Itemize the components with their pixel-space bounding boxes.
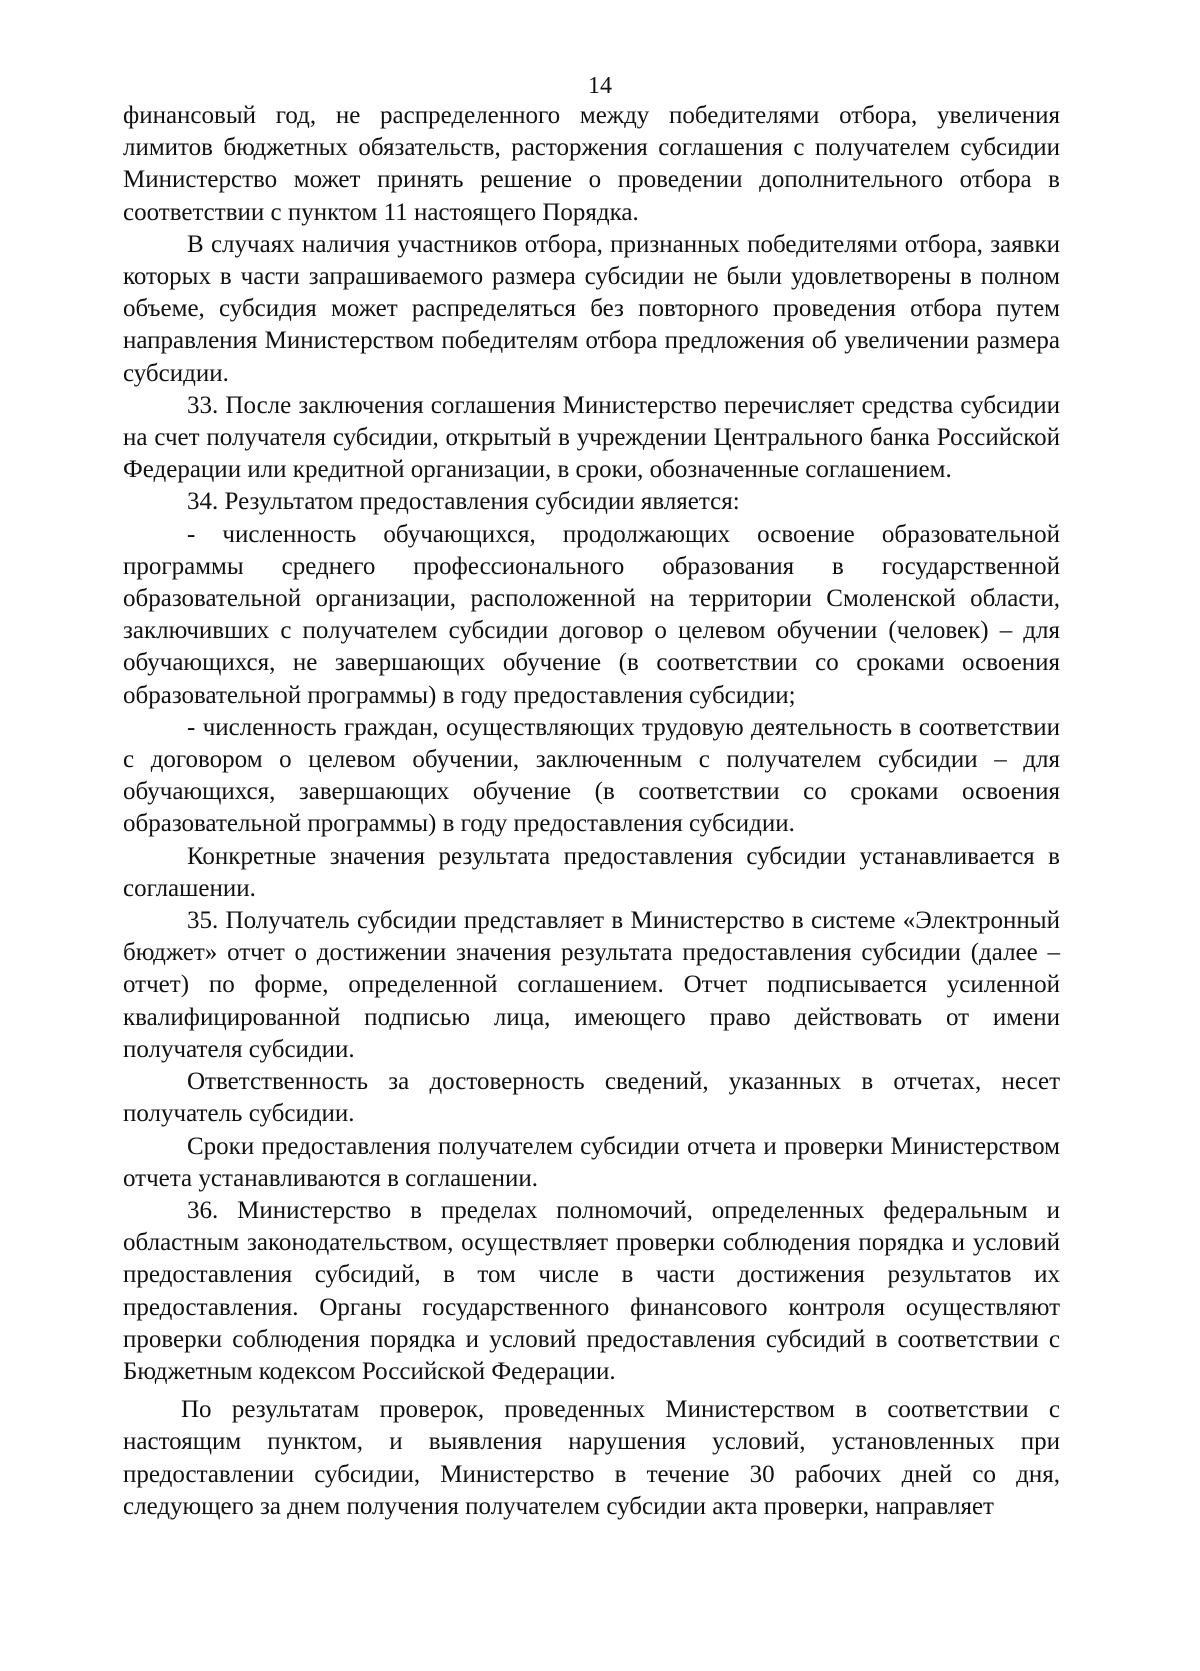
paragraph-36: 36. Министерство в пределах полномочий, определенных федеральным и областным законодательством, осуществляет проверки соблюдения порядка и условий предоставления субсидий, в том числе в части достижения результатов их предоставления. Органы государственного финансового контроля осуществляют проверки соблюдения порядка и условий предоставления субсидий в соответствии с Бюджетным кодексом Российской Федерации. <box>123 1196 1060 1385</box>
paragraph-inspection-results: По результатам проверок, проведенных Министерством в соответствии с настоящим пунктом, и выявления нарушения условий, установленных при предоставлении субсидии, Министерство в течение 30 рабочих дней со дня, следующего за днем получения получателем субсидии акта проверки, направляет <box>123 1396 1060 1520</box>
paragraph-result-values: Конкретные значения результата предоставления субсидии устанавливается в соглашении. <box>123 842 1060 902</box>
list-item-result-students: - численность обучающихся, продолжающих освоение образовательной программы среднего профессионального образования в государственной образовательной организации, расположенной на территории Смоленской области, заключивших с получателем субсидии договор о целевом обучении (человек) – для обучающихся, не завершающих обучение (в соответствии со сроками освоения образовательной программы) в году предоставления субсидии; <box>123 520 1060 709</box>
document-body <box>123 100 1060 1523</box>
paragraph-report-deadlines: Сроки предоставления получателем субсидии отчета и проверки Министерством отчета устанавливаются в соглашении. <box>123 1132 1060 1192</box>
paragraph-33: 33. После заключения соглашения Министерство перечисляет средства субсидии на счет получателя субсидии, открытый в учреждении Центрального банка Российской Федерации или кредитной организации, в сроки, обозначенные соглашением. <box>123 391 1060 484</box>
paragraph-35: 35. Получатель субсидии представляет в Министерство в системе «Электронный бюджет» отчет о достижении значения результата предоставления субсидии (далее – отчет) по форме, определенной соглашением. Отчет подписывается усиленной квалифицированной подписью лица, имеющего право действовать от имени получателя субсидии. <box>123 907 1060 1063</box>
paragraph-34: 34. Результатом предоставления субсидии является: <box>187 488 740 516</box>
page-number: 14 <box>588 73 612 99</box>
paragraph-continuation: финансовый год, не распределенного между победителями отбора, увеличения лимитов бюджетных обязательств, расторжения соглашения с получателем субсидии Министерство может принять решение о проведении дополнительного отбора в соответствии с пунктом 11 настоящего Порядка. <box>123 102 1060 226</box>
paragraph-responsibility: Ответственность за достоверность сведений, указанных в отчетах, несет получатель субсидии. <box>123 1068 1060 1128</box>
paragraph-additional-distribution: В случаях наличия участников отбора, признанных победителями отбора, заявки которых в части запрашиваемого размера субсидии не были удовлетворены в полном объеме, субсидия может распределяться без повторного проведения отбора путем направления Министерством победителям отбора предложения об увеличении размера субсидии. <box>123 230 1060 387</box>
list-item-result-citizens: - численность граждан, осуществляющих трудовую деятельность в соответствии с договором о целевом обучении, заключенным с получателем субсидии – для обучающихся, завершающих обучение (в соответствии со сроками освоения образовательной программы) в году предоставления субсидии. <box>123 713 1060 838</box>
